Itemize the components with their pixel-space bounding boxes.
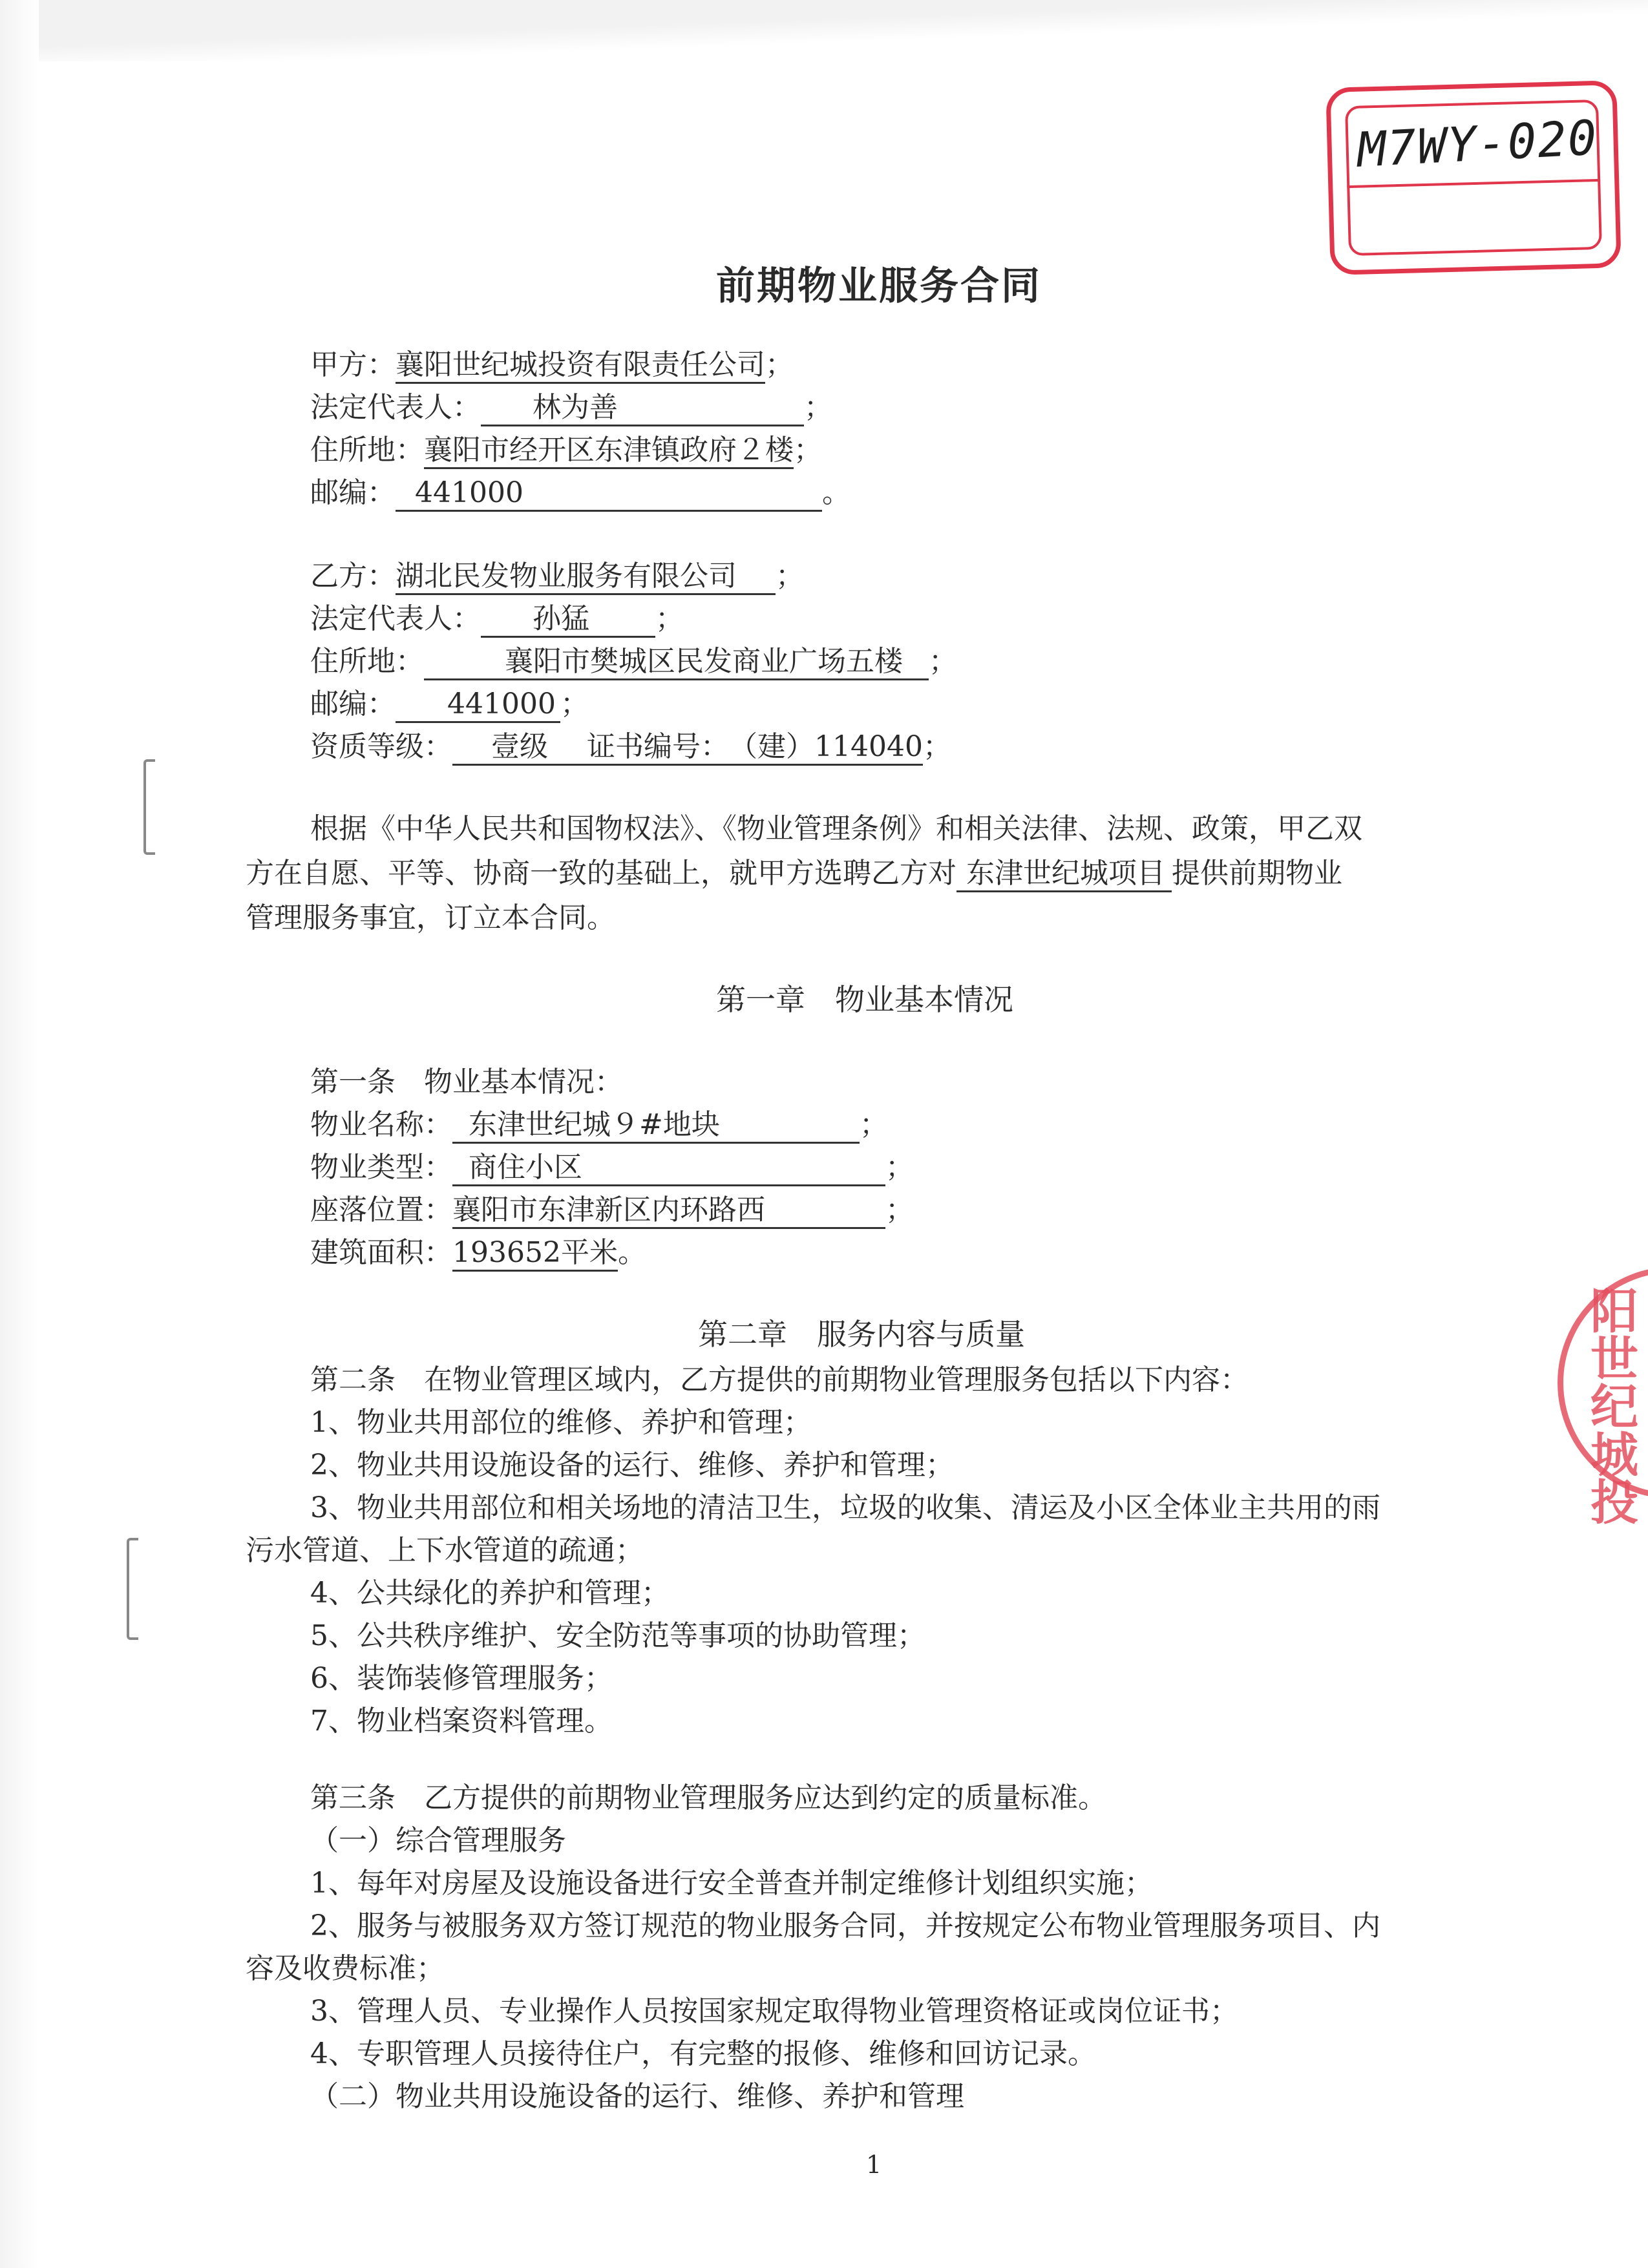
list-item: 1、每年对房屋及设施设备进行安全普查并制定维修计划组织实施； [310,1867,1153,1900]
list-item: 3、管理人员、专业操作人员按国家规定取得物业管理资格证或岗位证书； [310,1995,1238,2028]
party-a-address-line: 住所地：襄阳市经开区东津镇政府２楼； [310,431,822,470]
scan-shadow-left [0,0,39,2268]
chapter-1-heading: 第一章 物业基本情况 [716,982,1013,1017]
article-2-heading: 第二条 在物业管理区域内，乙方提供的前期物业管理服务包括以下内容： [310,1363,1249,1396]
list-item-continued: 容及收费标准； [246,1952,445,1985]
party-b-name-line: 乙方：湖北民发物业服务有限公司 ； [310,557,804,596]
property-area: 193652平米 [452,1236,618,1272]
party-b-address-line: 住所地： 襄阳市樊城区民发商业广场五楼 ； [310,642,957,681]
party-b-zip: 441000 [396,688,560,723]
intro-line-3: 管理服务事宜，订立本合同。 [246,901,615,934]
list-item: 7、物业档案资料管理。 [310,1705,613,1738]
property-name-line: 物业名称： 东津世纪城９#地块 ； [310,1106,888,1144]
list-item: 4、公共绿化的养护和管理； [310,1577,670,1610]
property-type-line: 物业类型： 商住小区 ； [310,1148,914,1187]
list-item: 3、物业共用部位和相关场地的清洁卫生，垃圾的收集、清运及小区全体业主共用的雨 [310,1491,1380,1524]
property-type: 商住小区 [452,1151,885,1186]
section-heading: （一）综合管理服务 [310,1824,566,1857]
property-location-line: 座落位置：襄阳市东津新区内环路西 ； [310,1191,914,1230]
company-seal-text: 阳世纪城投 [1583,1286,1638,1525]
party-b-rep: 孙猛 [481,602,655,638]
party-a-address: 襄阳市经开区东津镇政府２楼 [424,434,794,469]
list-item-continued: 污水管道、上下水管道的疏通； [246,1534,644,1567]
party-b-certificate-number: （建）114040 [729,730,923,766]
party-b-rep-line: 法定代表人： 孙猛 ； [310,600,684,638]
list-item: 2、服务与被服务双方签订规范的物业服务合同，并按规定公布物业管理服务项目、内 [310,1909,1380,1942]
party-b-zip-line: 邮编： 441000 ； [310,685,589,724]
article-3-heading: 第三条 乙方提供的前期物业管理服务应达到约定的质量标准。 [310,1781,1106,1814]
intro-line-1: 根据《中华人民共和国物权法》、《物业管理条例》和相关法律、法规、政策，甲乙双 [310,812,1362,845]
party-b-qualification-line: 资质等级： 壹级 证书编号：（建）114040； [310,728,951,766]
file-code: M7WY-020 [1356,110,1600,178]
file-code-stamp [1326,80,1621,275]
party-a-rep: 林为善 [481,391,804,426]
staple-mark [143,759,155,855]
property-area-line: 建筑面积：193652平米。 [310,1234,646,1272]
project-name: 东津世纪城项目 [956,857,1172,892]
scan-shadow-top [0,0,1648,61]
chapter-2-heading: 第二章 服务内容与质量 [698,1317,1025,1352]
party-b-address: 襄阳市樊城区民发商业广场五楼 [424,645,929,680]
party-b-qualification: 壹级 [452,730,548,766]
property-location: 襄阳市东津新区内环路西 [452,1193,885,1229]
list-item: 4、专职管理人员接待住户，有完整的报修、维修和回访记录。 [310,2037,1096,2070]
party-a-zip-line: 邮编： 441000 。 [310,474,850,512]
page-number: 1 [866,2150,882,2179]
party-a-name: 襄阳世纪城投资有限责任公司 [396,348,765,384]
party-b-name: 湖北民发物业服务有限公司 [396,560,776,595]
list-item: 5、公共秩序维护、安全防范等事项的协助管理； [310,1619,925,1652]
section-heading: （二）物业共用设施设备的运行、维修、养护和管理 [310,2080,964,2113]
property-name: 东津世纪城９#地块 [452,1108,860,1144]
staple-mark [127,1538,138,1640]
document-title: 前期物业服务合同 [716,264,1042,309]
party-a-name-line: 甲方：襄阳世纪城投资有限责任公司； [310,346,794,384]
party-a-zip: 441000 [396,476,822,512]
party-a-rep-line: 法定代表人： 林为善 ； [310,388,832,427]
article-1-heading: 第一条 物业基本情况： [310,1066,623,1098]
intro-line-2: 方在自愿、平等、协商一致的基础上，就甲方选聘乙方对 东津世纪城项目 提供前期物业 [246,854,1342,893]
list-item: 6、装饰装修管理服务； [310,1662,613,1695]
list-item: 2、物业共用设施设备的运行、维修、养护和管理； [310,1449,954,1482]
list-item: 1、物业共用部位的维修、养护和管理； [310,1406,812,1439]
